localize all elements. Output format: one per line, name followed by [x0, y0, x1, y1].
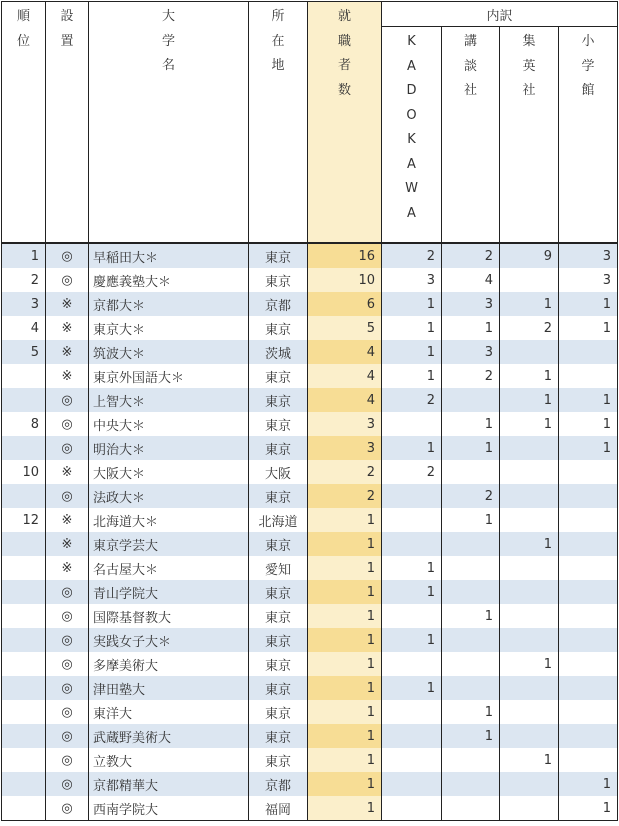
location-cell: 京都: [249, 772, 308, 796]
shueisha-cell: [500, 340, 559, 364]
shueisha-cell: [500, 604, 559, 628]
table-body: [2, 243, 618, 821]
shueisha-cell: 1: [500, 292, 559, 316]
header-establishment: [46, 2, 89, 244]
table-row: [2, 748, 618, 772]
establishment-cell: ◎: [46, 652, 89, 676]
rank-cell: [2, 724, 46, 748]
establishment-cell: ◎: [46, 628, 89, 652]
university-name-cell: 上智大＊: [89, 388, 249, 412]
university-name-cell: 中央大＊: [89, 412, 249, 436]
kodansha-cell: 1: [442, 412, 500, 436]
header-rank: [2, 2, 46, 244]
total-cell: 1: [308, 652, 382, 676]
kodansha-cell: 1: [442, 316, 500, 340]
establishment-cell: ◎: [46, 796, 89, 821]
university-name-cell: 立教大: [89, 748, 249, 772]
shogakukan-cell: 1: [559, 412, 618, 436]
shueisha-cell: 1: [500, 364, 559, 388]
total-cell: 2: [308, 484, 382, 508]
establishment-cell: ◎: [46, 772, 89, 796]
location-cell: 北海道: [249, 508, 308, 532]
rank-cell: 12: [2, 508, 46, 532]
table-row: [2, 412, 618, 436]
establishment-cell: ◎: [46, 676, 89, 700]
establishment-cell: ◎: [46, 388, 89, 412]
shueisha-cell: [500, 628, 559, 652]
shogakukan-cell: [559, 652, 618, 676]
kadokawa-cell: [382, 772, 442, 796]
rank-cell: [2, 364, 46, 388]
rank-cell: [2, 484, 46, 508]
shogakukan-cell: 3: [559, 243, 618, 268]
university-name-cell: 法政大＊: [89, 484, 249, 508]
kadokawa-cell: 1: [382, 628, 442, 652]
shogakukan-cell: [559, 628, 618, 652]
university-name-cell: 京都大＊: [89, 292, 249, 316]
kadokawa-cell: 1: [382, 292, 442, 316]
rank-cell: 8: [2, 412, 46, 436]
rank-cell: [2, 556, 46, 580]
total-cell: 1: [308, 532, 382, 556]
establishment-cell: ◎: [46, 724, 89, 748]
shogakukan-cell: 3: [559, 268, 618, 292]
table-row: [2, 652, 618, 676]
kodansha-cell: 1: [442, 436, 500, 460]
shueisha-cell: 1: [500, 748, 559, 772]
location-cell: 大阪: [249, 460, 308, 484]
shogakukan-cell: [559, 676, 618, 700]
shueisha-cell: [500, 556, 559, 580]
university-name-cell: 東京大＊: [89, 316, 249, 340]
kodansha-cell: 1: [442, 604, 500, 628]
table-row: [2, 340, 618, 364]
rank-cell: 1: [2, 243, 46, 268]
shogakukan-cell: [559, 460, 618, 484]
location-cell: 東京: [249, 532, 308, 556]
university-name-cell: 津田塾大: [89, 676, 249, 700]
location-cell: 東京: [249, 243, 308, 268]
location-cell: 東京: [249, 388, 308, 412]
kadokawa-cell: 3: [382, 268, 442, 292]
kodansha-cell: 3: [442, 340, 500, 364]
kadokawa-cell: [382, 532, 442, 556]
rank-cell: [2, 628, 46, 652]
shueisha-cell: 2: [500, 316, 559, 340]
shueisha-cell: [500, 268, 559, 292]
establishment-cell: ◎: [46, 268, 89, 292]
university-name-cell: 京都精華大: [89, 772, 249, 796]
location-cell: 東京: [249, 436, 308, 460]
total-cell: 3: [308, 412, 382, 436]
kodansha-cell: 2: [442, 243, 500, 268]
shueisha-cell: [500, 580, 559, 604]
table-row: [2, 292, 618, 316]
kadokawa-cell: 2: [382, 388, 442, 412]
kodansha-cell: 1: [442, 700, 500, 724]
shogakukan-cell: [559, 484, 618, 508]
total-cell: 6: [308, 292, 382, 316]
kodansha-cell: [442, 772, 500, 796]
total-cell: 16: [308, 243, 382, 268]
total-cell: 4: [308, 340, 382, 364]
establishment-cell: ◎: [46, 436, 89, 460]
table-row: [2, 724, 618, 748]
header-kadokawa: [382, 27, 442, 244]
shueisha-cell: [500, 700, 559, 724]
rank-cell: [2, 580, 46, 604]
kodansha-cell: [442, 628, 500, 652]
kadokawa-cell: [382, 748, 442, 772]
header-kodansha: [442, 27, 500, 244]
shogakukan-cell: [559, 604, 618, 628]
kadokawa-cell: 2: [382, 243, 442, 268]
rank-cell: [2, 436, 46, 460]
kodansha-cell: [442, 796, 500, 821]
shueisha-cell: 1: [500, 388, 559, 412]
university-name-cell: 東京外国語大＊: [89, 364, 249, 388]
header-shueisha: [500, 27, 559, 244]
location-cell: 東京: [249, 412, 308, 436]
header-university: [89, 2, 249, 244]
university-name-cell: 筑波大＊: [89, 340, 249, 364]
establishment-cell: ※: [46, 316, 89, 340]
university-name-cell: 北海道大＊: [89, 508, 249, 532]
kadokawa-cell: [382, 652, 442, 676]
table-row: [2, 772, 618, 796]
header-shueisha-label: 集 英 社: [522, 34, 536, 98]
table-row: [2, 604, 618, 628]
rank-cell: 2: [2, 268, 46, 292]
kadokawa-cell: 2: [382, 460, 442, 484]
location-cell: 東京: [249, 628, 308, 652]
establishment-cell: ※: [46, 364, 89, 388]
location-cell: 東京: [249, 268, 308, 292]
table-row: [2, 268, 618, 292]
establishment-cell: ◎: [46, 580, 89, 604]
kadokawa-cell: 1: [382, 436, 442, 460]
table-row: [2, 484, 618, 508]
location-cell: 東京: [249, 580, 308, 604]
establishment-cell: ◎: [46, 748, 89, 772]
location-cell: 東京: [249, 316, 308, 340]
university-name-cell: 多摩美術大: [89, 652, 249, 676]
header-total: [308, 2, 382, 244]
establishment-cell: ◎: [46, 243, 89, 268]
header-kadokawa-label: K A D O K A W A: [405, 34, 418, 221]
table-row: [2, 388, 618, 412]
kadokawa-cell: [382, 604, 442, 628]
location-cell: 愛知: [249, 556, 308, 580]
establishment-cell: ※: [46, 340, 89, 364]
university-name-cell: 東洋大: [89, 700, 249, 724]
header-university-label: 大 学 名: [161, 9, 175, 73]
rank-cell: 4: [2, 316, 46, 340]
kodansha-cell: [442, 676, 500, 700]
kadokawa-cell: [382, 796, 442, 821]
location-cell: 福岡: [249, 796, 308, 821]
location-cell: 東京: [249, 364, 308, 388]
total-cell: 4: [308, 364, 382, 388]
rank-cell: [2, 748, 46, 772]
kadokawa-cell: [382, 724, 442, 748]
kadokawa-cell: [382, 700, 442, 724]
total-cell: 1: [308, 556, 382, 580]
rank-cell: [2, 772, 46, 796]
header-rank-label: 順 位: [16, 9, 30, 49]
kodansha-cell: [442, 532, 500, 556]
kodansha-cell: 1: [442, 508, 500, 532]
rank-cell: 5: [2, 340, 46, 364]
shogakukan-cell: 1: [559, 796, 618, 821]
establishment-cell: ◎: [46, 484, 89, 508]
establishment-cell: ◎: [46, 700, 89, 724]
location-cell: 東京: [249, 676, 308, 700]
shogakukan-cell: [559, 340, 618, 364]
rank-cell: [2, 604, 46, 628]
location-cell: 東京: [249, 652, 308, 676]
total-cell: 1: [308, 700, 382, 724]
shogakukan-cell: 1: [559, 316, 618, 340]
establishment-cell: ※: [46, 556, 89, 580]
shueisha-cell: 9: [500, 243, 559, 268]
rank-cell: [2, 796, 46, 821]
shueisha-cell: [500, 436, 559, 460]
kodansha-cell: [442, 556, 500, 580]
kadokawa-cell: [382, 484, 442, 508]
shueisha-cell: 1: [500, 412, 559, 436]
shueisha-cell: [500, 508, 559, 532]
university-name-cell: 早稲田大＊: [89, 243, 249, 268]
location-cell: 茨城: [249, 340, 308, 364]
establishment-cell: ※: [46, 460, 89, 484]
kodansha-cell: 2: [442, 364, 500, 388]
shueisha-cell: [500, 772, 559, 796]
header-total-label: 就 職 者 数: [337, 9, 351, 98]
location-cell: 東京: [249, 700, 308, 724]
university-name-cell: 西南学院大: [89, 796, 249, 821]
total-cell: 1: [308, 628, 382, 652]
table-row: [2, 700, 618, 724]
university-name-cell: 大阪大＊: [89, 460, 249, 484]
total-cell: 1: [308, 508, 382, 532]
kadokawa-cell: 1: [382, 580, 442, 604]
university-name-cell: 実践女子大＊: [89, 628, 249, 652]
location-cell: 京都: [249, 292, 308, 316]
university-name-cell: 慶應義塾大＊: [89, 268, 249, 292]
table-row: [2, 460, 618, 484]
establishment-cell: ※: [46, 508, 89, 532]
table-row: [2, 316, 618, 340]
total-cell: 1: [308, 796, 382, 821]
shueisha-cell: [500, 796, 559, 821]
rank-cell: [2, 532, 46, 556]
total-cell: 5: [308, 316, 382, 340]
kadokawa-cell: 1: [382, 676, 442, 700]
rank-cell: 3: [2, 292, 46, 316]
kodansha-cell: 1: [442, 724, 500, 748]
total-cell: 1: [308, 676, 382, 700]
kodansha-cell: 4: [442, 268, 500, 292]
university-name-cell: 東京学芸大: [89, 532, 249, 556]
table-row: [2, 436, 618, 460]
shogakukan-cell: [559, 556, 618, 580]
total-cell: 2: [308, 460, 382, 484]
shueisha-cell: [500, 460, 559, 484]
location-cell: 東京: [249, 724, 308, 748]
shogakukan-cell: [559, 508, 618, 532]
rank-cell: 10: [2, 460, 46, 484]
header-establishment-label: 設 置: [60, 9, 74, 49]
header-location: [249, 2, 308, 244]
shueisha-cell: [500, 724, 559, 748]
header-kodansha-label: 講 談 社: [463, 34, 477, 98]
shueisha-cell: [500, 484, 559, 508]
table-row: [2, 243, 618, 268]
table-row: [2, 796, 618, 821]
header-location-label: 所 在 地: [271, 9, 285, 73]
table-row: [2, 532, 618, 556]
header-shogakukan: [559, 27, 618, 244]
employment-ranking-table: [1, 1, 618, 821]
rank-cell: [2, 676, 46, 700]
university-name-cell: 武蔵野美術大: [89, 724, 249, 748]
shogakukan-cell: 1: [559, 436, 618, 460]
kodansha-cell: 2: [442, 484, 500, 508]
university-name-cell: 名古屋大＊: [89, 556, 249, 580]
header-shogakukan-label: 小 学 館: [581, 34, 595, 98]
establishment-cell: ※: [46, 532, 89, 556]
total-cell: 3: [308, 436, 382, 460]
total-cell: 1: [308, 748, 382, 772]
kadokawa-cell: 1: [382, 340, 442, 364]
shueisha-cell: [500, 676, 559, 700]
university-name-cell: 国際基督教大: [89, 604, 249, 628]
rank-cell: [2, 388, 46, 412]
kadokawa-cell: 1: [382, 556, 442, 580]
kodansha-cell: [442, 580, 500, 604]
shogakukan-cell: [559, 724, 618, 748]
shogakukan-cell: 1: [559, 772, 618, 796]
location-cell: 東京: [249, 484, 308, 508]
shueisha-cell: 1: [500, 532, 559, 556]
kodansha-cell: [442, 652, 500, 676]
kodansha-cell: [442, 388, 500, 412]
shogakukan-cell: [559, 700, 618, 724]
kadokawa-cell: [382, 412, 442, 436]
establishment-cell: ◎: [46, 412, 89, 436]
header-breakdown: 内訳: [382, 2, 618, 27]
establishment-cell: ※: [46, 292, 89, 316]
rank-cell: [2, 652, 46, 676]
university-name-cell: 青山学院大: [89, 580, 249, 604]
table-row: [2, 580, 618, 604]
table-row: [2, 508, 618, 532]
total-cell: 1: [308, 724, 382, 748]
shogakukan-cell: [559, 580, 618, 604]
kadokawa-cell: 1: [382, 316, 442, 340]
kadokawa-cell: 1: [382, 364, 442, 388]
location-cell: 東京: [249, 604, 308, 628]
table-row: [2, 364, 618, 388]
kodansha-cell: 3: [442, 292, 500, 316]
shogakukan-cell: [559, 364, 618, 388]
total-cell: 1: [308, 580, 382, 604]
kadokawa-cell: [382, 508, 442, 532]
table-row: [2, 556, 618, 580]
rank-cell: [2, 700, 46, 724]
university-name-cell: 明治大＊: [89, 436, 249, 460]
table-row: [2, 676, 618, 700]
shogakukan-cell: [559, 748, 618, 772]
location-cell: 東京: [249, 748, 308, 772]
table-row: [2, 628, 618, 652]
total-cell: 1: [308, 772, 382, 796]
shogakukan-cell: 1: [559, 292, 618, 316]
establishment-cell: ◎: [46, 604, 89, 628]
kodansha-cell: [442, 460, 500, 484]
shueisha-cell: 1: [500, 652, 559, 676]
total-cell: 10: [308, 268, 382, 292]
shogakukan-cell: [559, 532, 618, 556]
total-cell: 4: [308, 388, 382, 412]
kodansha-cell: [442, 748, 500, 772]
total-cell: 1: [308, 604, 382, 628]
shogakukan-cell: 1: [559, 388, 618, 412]
